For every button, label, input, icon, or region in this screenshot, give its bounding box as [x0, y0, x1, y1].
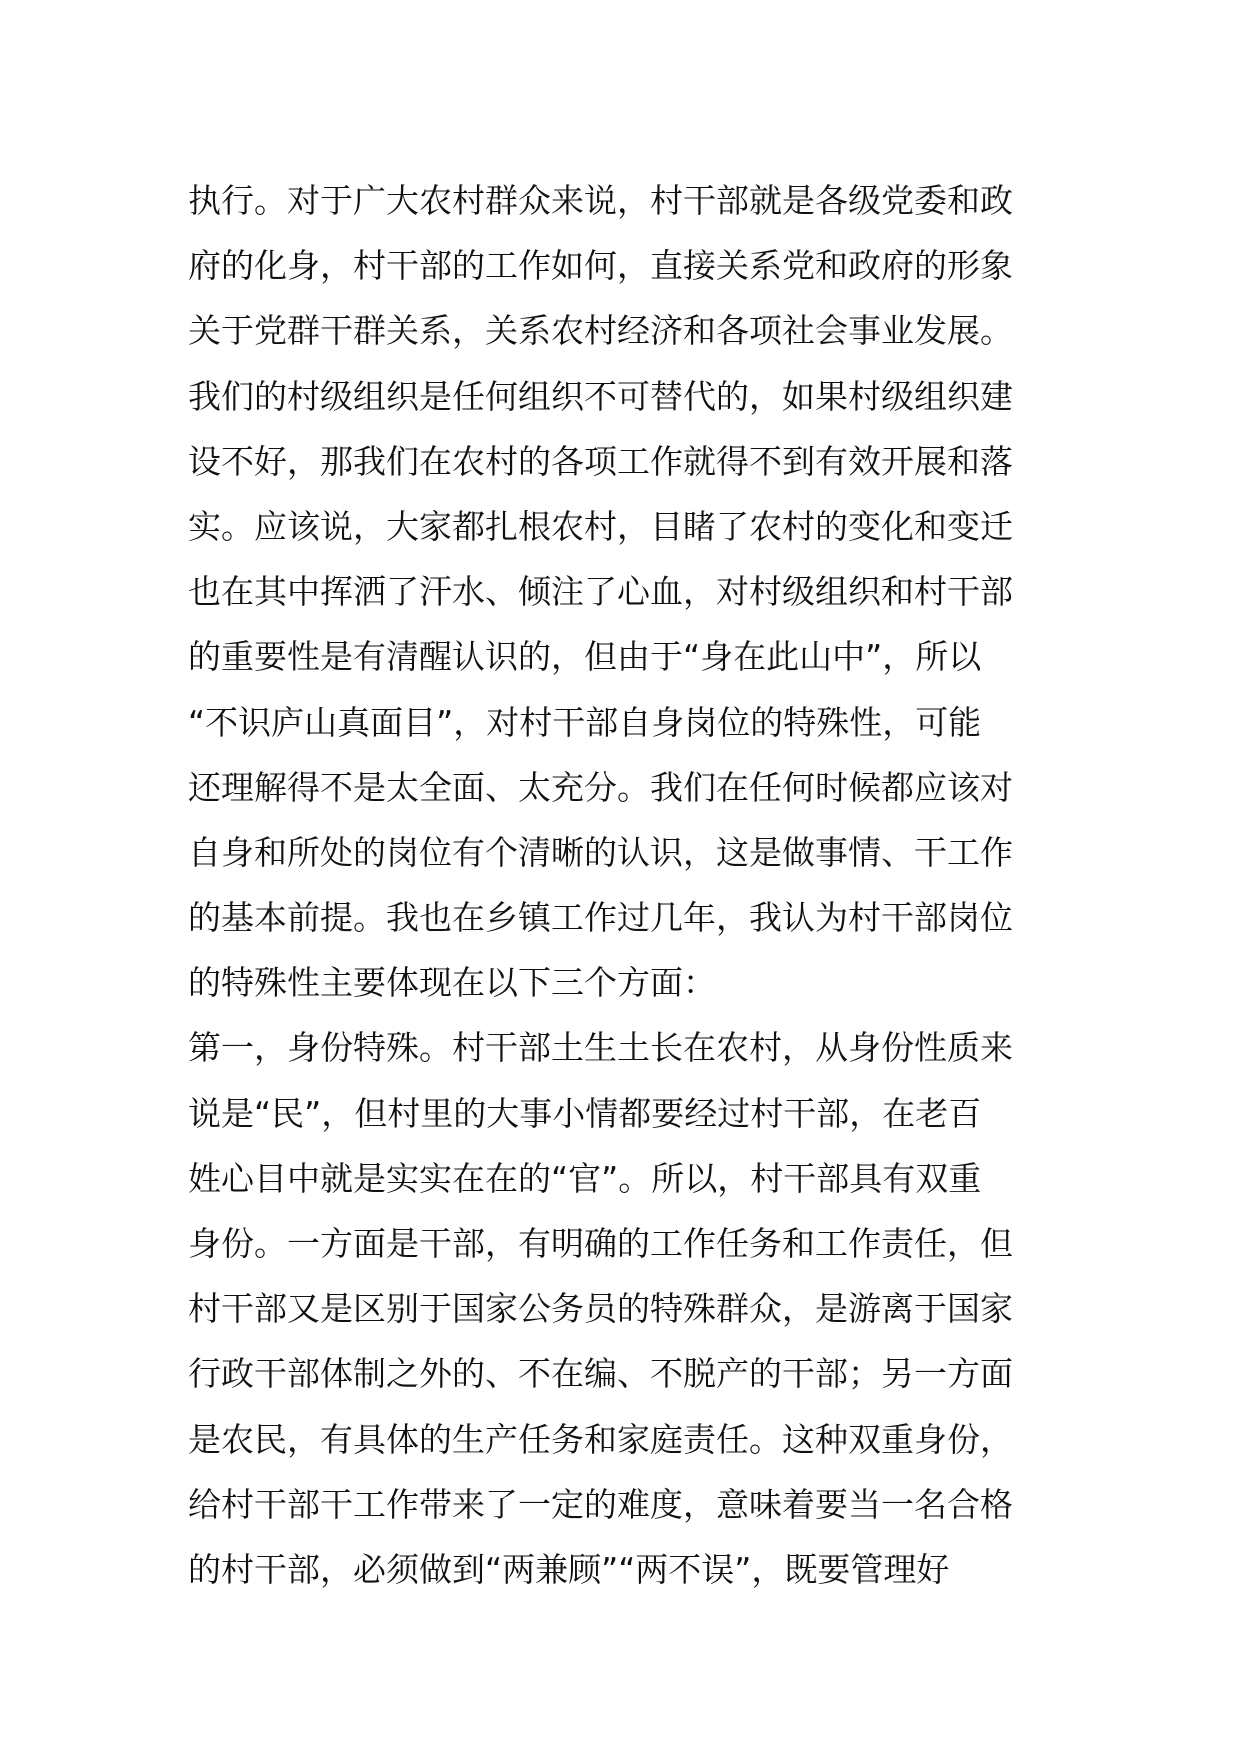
- text-line-14: 第一，身份特殊。村干部土生土长在农村，从身份性质来: [188, 1028, 1013, 1068]
- text-line-1: 执行。对于广大农村群众来说，村干部就是各级党委和政: [188, 181, 1013, 220]
- text-line-8: 的重要性是有清醒认识的，但由于“身在此山中”，所以: [188, 637, 982, 677]
- text-line-3: 关于党群干群关系，关系农村经济和各项社会事业发展。: [188, 311, 1013, 351]
- text-line-22: 的村干部，必须做到“两兼顾”“两不误”，既要管理好: [188, 1549, 950, 1589]
- text-line-15: 说是“民”，但村里的大事小情都要经过村干部，在老百: [188, 1093, 982, 1133]
- body-text: [188, 168, 1068, 1602]
- text-line-5: 设不好，那我们在农村的各项工作就得不到有效开展和落: [188, 441, 1013, 481]
- text-line-21: 给村干部干工作带来了一定的难度，意味着要当一名合格: [188, 1484, 1013, 1524]
- text-line-10: 还理解得不是太全面、太充分。我们在任何时候都应该对: [188, 767, 1013, 807]
- text-line-13: 的特殊性主要体现在以下三个方面：: [188, 963, 716, 1003]
- text-line-6: 实。应该说，大家都扎根农村，目睹了农村的变化和变迁: [188, 506, 1013, 546]
- text-line-9: “不识庐山真面目”，对村干部自身岗位的特殊性，可能: [188, 702, 982, 742]
- text-line-11: 自身和所处的岗位有个清晰的认识，这是做事情、干工作: [188, 832, 1013, 872]
- text-line-17: 身份。一方面是干部，有明确的工作任务和工作责任，但: [188, 1224, 1013, 1263]
- text-line-4: 我们的村级组织是任何组织不可替代的，如果村级组织建: [188, 376, 1013, 416]
- text-line-7: 也在其中挥洒了汗水、倾注了心血，对村级组织和村干部: [188, 572, 1013, 612]
- text-line-16: 姓心目中就是实实在在的“官”。所以，村干部具有双重: [188, 1158, 982, 1198]
- text-line-12: 的基本前提。我也在乡镇工作过几年，我认为村干部岗位: [188, 898, 1013, 938]
- text-line-19: 行政干部体制之外的、不在编、不脱产的干部；另一方面: [188, 1354, 1013, 1394]
- text-line-20: 是农民，有具体的生产任务和家庭责任。这种双重身份，: [188, 1419, 1013, 1459]
- text-line-18: 村干部又是区别于国家公务员的特殊群众，是游离于国家: [188, 1289, 1013, 1329]
- text-line-2: 府的化身，村干部的工作如何，直接关系党和政府的形象: [188, 246, 1013, 286]
